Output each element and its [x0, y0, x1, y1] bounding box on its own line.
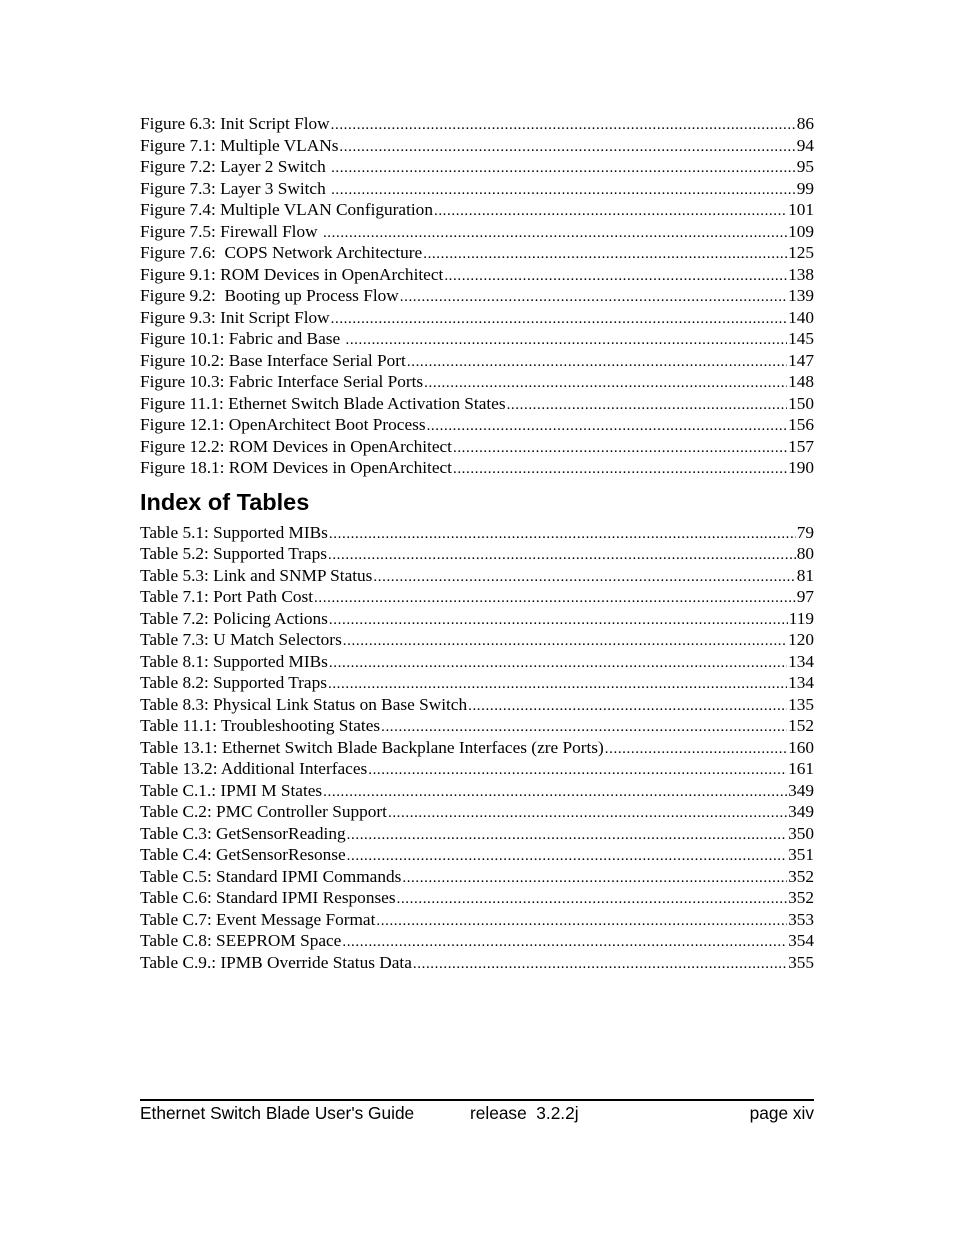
figure-entry[interactable]: [140, 436, 814, 458]
figure-entry[interactable]: [140, 350, 814, 372]
figure-entry[interactable]: [140, 371, 814, 393]
dot-leader: [323, 782, 787, 802]
table-entry-page-number: 161: [788, 759, 814, 778]
figure-entry-title: Figure 10.3: Fabric Interface Serial Ports: [140, 372, 424, 391]
figure-entry[interactable]: [140, 307, 814, 329]
figure-entry-page-number: 99: [796, 178, 814, 198]
dot-leader: [331, 158, 796, 178]
dot-leader: [331, 309, 787, 329]
table-entry-page-number: 354: [788, 931, 814, 950]
dot-leader: [402, 868, 787, 888]
figure-entry-page-number: 148: [788, 372, 814, 391]
dot-leader: [323, 223, 787, 243]
table-entry[interactable]: [140, 887, 814, 909]
tables-index-heading: Index of Tables: [140, 488, 310, 515]
figure-entry-page-number: 156: [788, 415, 814, 434]
figure-entry-page-number: 157: [788, 436, 814, 456]
dot-leader: [329, 524, 796, 544]
dot-leader: [343, 631, 787, 651]
dot-leader: [427, 416, 788, 436]
figure-entry-title: Figure 7.6: COPS Network Architecture: [140, 243, 423, 262]
figure-entry-page-number: 138: [788, 264, 814, 284]
figure-entry[interactable]: [140, 414, 814, 436]
figure-entry-title: Figure 9.2: Booting up Process Flow: [140, 286, 399, 305]
page-content: [140, 113, 814, 973]
figure-entry[interactable]: [140, 221, 814, 243]
table-entry-title: Table 11.1: Troubleshooting States: [140, 716, 381, 735]
table-entry-page-number: 134: [788, 673, 814, 692]
table-entry[interactable]: [140, 909, 814, 931]
table-entry-page-number: 353: [788, 909, 814, 929]
figure-entry[interactable]: [140, 156, 814, 178]
figure-entry[interactable]: [140, 178, 814, 200]
figure-entry-title: Figure 12.2: ROM Devices in OpenArchitect: [140, 436, 452, 456]
table-entry-title: Table 8.2: Supported Traps: [140, 673, 327, 692]
dot-leader: [339, 137, 795, 157]
figure-entry[interactable]: [140, 199, 814, 221]
figure-entry-title: Figure 12.1: OpenArchitect Boot Process: [140, 415, 426, 434]
figure-entry-title: Figure 10.2: Base Interface Serial Port: [140, 350, 406, 370]
figure-entry[interactable]: [140, 113, 814, 135]
table-entry-page-number: 119: [788, 608, 814, 628]
table-entry-title: Table C.4: GetSensorResonse: [140, 845, 346, 864]
table-entry-title: Table 13.2: Additional Interfaces: [140, 759, 368, 778]
figure-entry[interactable]: [140, 135, 814, 157]
figure-entry-page-number: 139: [788, 286, 814, 305]
table-entry-page-number: 349: [788, 802, 814, 821]
figure-entry-title: Figure 6.3: Init Script Flow: [140, 114, 330, 133]
figure-entry-title: Figure 7.5: Firewall Flow: [140, 221, 322, 241]
dot-leader: [413, 954, 787, 974]
dot-leader: [605, 739, 787, 759]
dot-leader: [424, 373, 787, 393]
table-entry-page-number: 80: [796, 544, 814, 563]
table-entry-title: Table 8.3: Physical Link Status on Base Switch: [140, 694, 468, 714]
figure-entry[interactable]: [140, 457, 814, 479]
dot-leader: [328, 674, 787, 694]
dot-leader: [342, 932, 787, 952]
figure-entry-page-number: 190: [788, 458, 814, 477]
page-footer: [140, 1099, 814, 1126]
dot-leader: [444, 266, 787, 286]
table-entry-title: Table 5.2: Supported Traps: [140, 544, 327, 563]
table-entry[interactable]: [140, 780, 814, 802]
dot-leader: [331, 180, 796, 200]
table-entry[interactable]: [140, 522, 814, 544]
figure-entry[interactable]: [140, 285, 814, 307]
table-entry[interactable]: [140, 823, 814, 845]
table-entry-page-number: 97: [796, 587, 814, 606]
figure-entry-title: Figure 7.2: Layer 2 Switch: [140, 157, 331, 176]
figure-entry-page-number: 145: [788, 329, 814, 348]
table-entry-title: Table C.9.: IPMB Override Status Data: [140, 952, 412, 972]
table-entry-page-number: 351: [788, 845, 814, 864]
table-entry-title: Table 5.3: Link and SNMP Status: [140, 565, 373, 585]
figure-entry-page-number: 147: [788, 350, 814, 370]
figure-entry-title: Figure 7.4: Multiple VLAN Configuration: [140, 200, 433, 219]
table-entry-title: Table 7.3: U Match Selectors: [140, 630, 342, 649]
dot-leader: [468, 696, 787, 716]
dot-leader: [434, 201, 787, 221]
table-entry-page-number: 355: [788, 952, 814, 972]
figure-entry-title: Figure 18.1: ROM Devices in OpenArchitect: [140, 458, 452, 477]
dot-leader: [314, 588, 796, 608]
table-entry[interactable]: [140, 844, 814, 866]
dot-leader: [381, 717, 787, 737]
figure-entry-title: Figure 7.1: Multiple VLANs: [140, 135, 339, 155]
figure-entry[interactable]: [140, 328, 814, 350]
dot-leader: [347, 825, 787, 845]
figure-entry-title: Figure 7.3: Layer 3 Switch: [140, 178, 331, 198]
table-entry-title: Table 5.1: Supported MIBs: [140, 522, 328, 542]
dot-leader: [388, 803, 787, 823]
table-entry[interactable]: [140, 737, 814, 759]
figure-entry-page-number: 125: [788, 243, 814, 262]
figure-entry-page-number: 150: [788, 393, 814, 413]
tables-index-list: [140, 522, 814, 974]
table-entry-title: Table C.3: GetSensorReading: [140, 823, 346, 843]
table-entry-page-number: 160: [788, 737, 814, 757]
table-entry[interactable]: [140, 801, 814, 823]
figure-entry-page-number: 109: [788, 221, 814, 241]
table-entry-page-number: 135: [788, 694, 814, 714]
table-entry-title: Table 8.1: Supported MIBs: [140, 651, 328, 671]
figure-entry-page-number: 86: [796, 114, 814, 133]
figure-entry-page-number: 95: [796, 157, 814, 176]
dot-leader: [453, 438, 787, 458]
table-entry[interactable]: [140, 672, 814, 694]
dot-leader: [373, 567, 795, 587]
dot-leader: [368, 760, 787, 780]
figure-entry[interactable]: [140, 242, 814, 264]
figure-entry-title: Figure 11.1: Ethernet Switch Blade Activation States: [140, 393, 506, 413]
figure-entry[interactable]: [140, 264, 814, 286]
table-entry-title: Table C.1.: IPMI M States: [140, 780, 323, 800]
dot-leader: [376, 911, 787, 931]
table-entry-title: Table C.2: PMC Controller Support: [140, 802, 387, 821]
figures-index-list: [140, 113, 814, 479]
dot-leader: [347, 846, 787, 866]
dot-leader: [423, 244, 787, 264]
table-entry[interactable]: [140, 694, 814, 716]
figure-entry-page-number: 101: [788, 200, 814, 219]
table-entry-title: Table 13.1: Ethernet Switch Blade Backplane Interfaces (zre Ports): [140, 737, 604, 757]
table-entry[interactable]: [140, 758, 814, 780]
table-entry[interactable]: [140, 586, 814, 608]
table-entry-page-number: 350: [788, 823, 814, 843]
table-entry-page-number: 352: [788, 888, 814, 907]
figure-entry-title: Figure 10.1: Fabric and Base: [140, 329, 345, 348]
table-entry[interactable]: [140, 715, 814, 737]
table-entry[interactable]: [140, 952, 814, 974]
table-entry-page-number: 120: [788, 630, 814, 649]
table-entry[interactable]: [140, 565, 814, 587]
table-entry-page-number: 79: [796, 522, 814, 542]
table-entry[interactable]: [140, 651, 814, 673]
dot-leader: [329, 610, 788, 630]
table-entry[interactable]: [140, 866, 814, 888]
table-entry[interactable]: [140, 543, 814, 565]
table-entry-page-number: 81: [796, 565, 814, 585]
table-entry[interactable]: [140, 930, 814, 952]
figure-entry-title: Figure 9.1: ROM Devices in OpenArchitect: [140, 264, 444, 284]
dot-leader: [331, 115, 796, 135]
dot-leader: [397, 889, 787, 909]
dot-leader: [345, 330, 787, 350]
figure-entry-title: Figure 9.3: Init Script Flow: [140, 307, 330, 327]
table-entry-title: Table C.6: Standard IPMI Responses: [140, 888, 396, 907]
table-entry-title: Table C.5: Standard IPMI Commands: [140, 866, 402, 886]
table-entry-page-number: 352: [788, 866, 814, 886]
table-entry-title: Table C.7: Event Message Format: [140, 909, 376, 929]
dot-leader: [507, 395, 788, 415]
table-entry[interactable]: [140, 629, 814, 651]
dot-leader: [407, 352, 787, 372]
dot-leader: [329, 653, 787, 673]
figure-entry-page-number: 94: [796, 135, 814, 155]
figure-entry[interactable]: [140, 393, 814, 415]
table-entry-title: Table 7.1: Port Path Cost: [140, 587, 314, 606]
table-entry-page-number: 152: [788, 716, 814, 735]
table-entry-page-number: 349: [788, 780, 814, 800]
dot-leader: [453, 459, 787, 479]
footer-release: release 3.2.2j: [470, 1103, 579, 1123]
dot-leader: [328, 545, 796, 565]
figure-entry-page-number: 140: [788, 307, 814, 327]
table-entry-title: Table 7.2: Policing Actions: [140, 608, 328, 628]
table-entry-page-number: 134: [788, 651, 814, 671]
footer-document-title: Ethernet Switch Blade User's Guide: [140, 1103, 415, 1123]
footer-page-number: page xiv: [749, 1103, 814, 1123]
table-entry-title: Table C.8: SEEPROM Space: [140, 931, 342, 950]
table-entry[interactable]: [140, 608, 814, 630]
dot-leader: [400, 287, 787, 307]
